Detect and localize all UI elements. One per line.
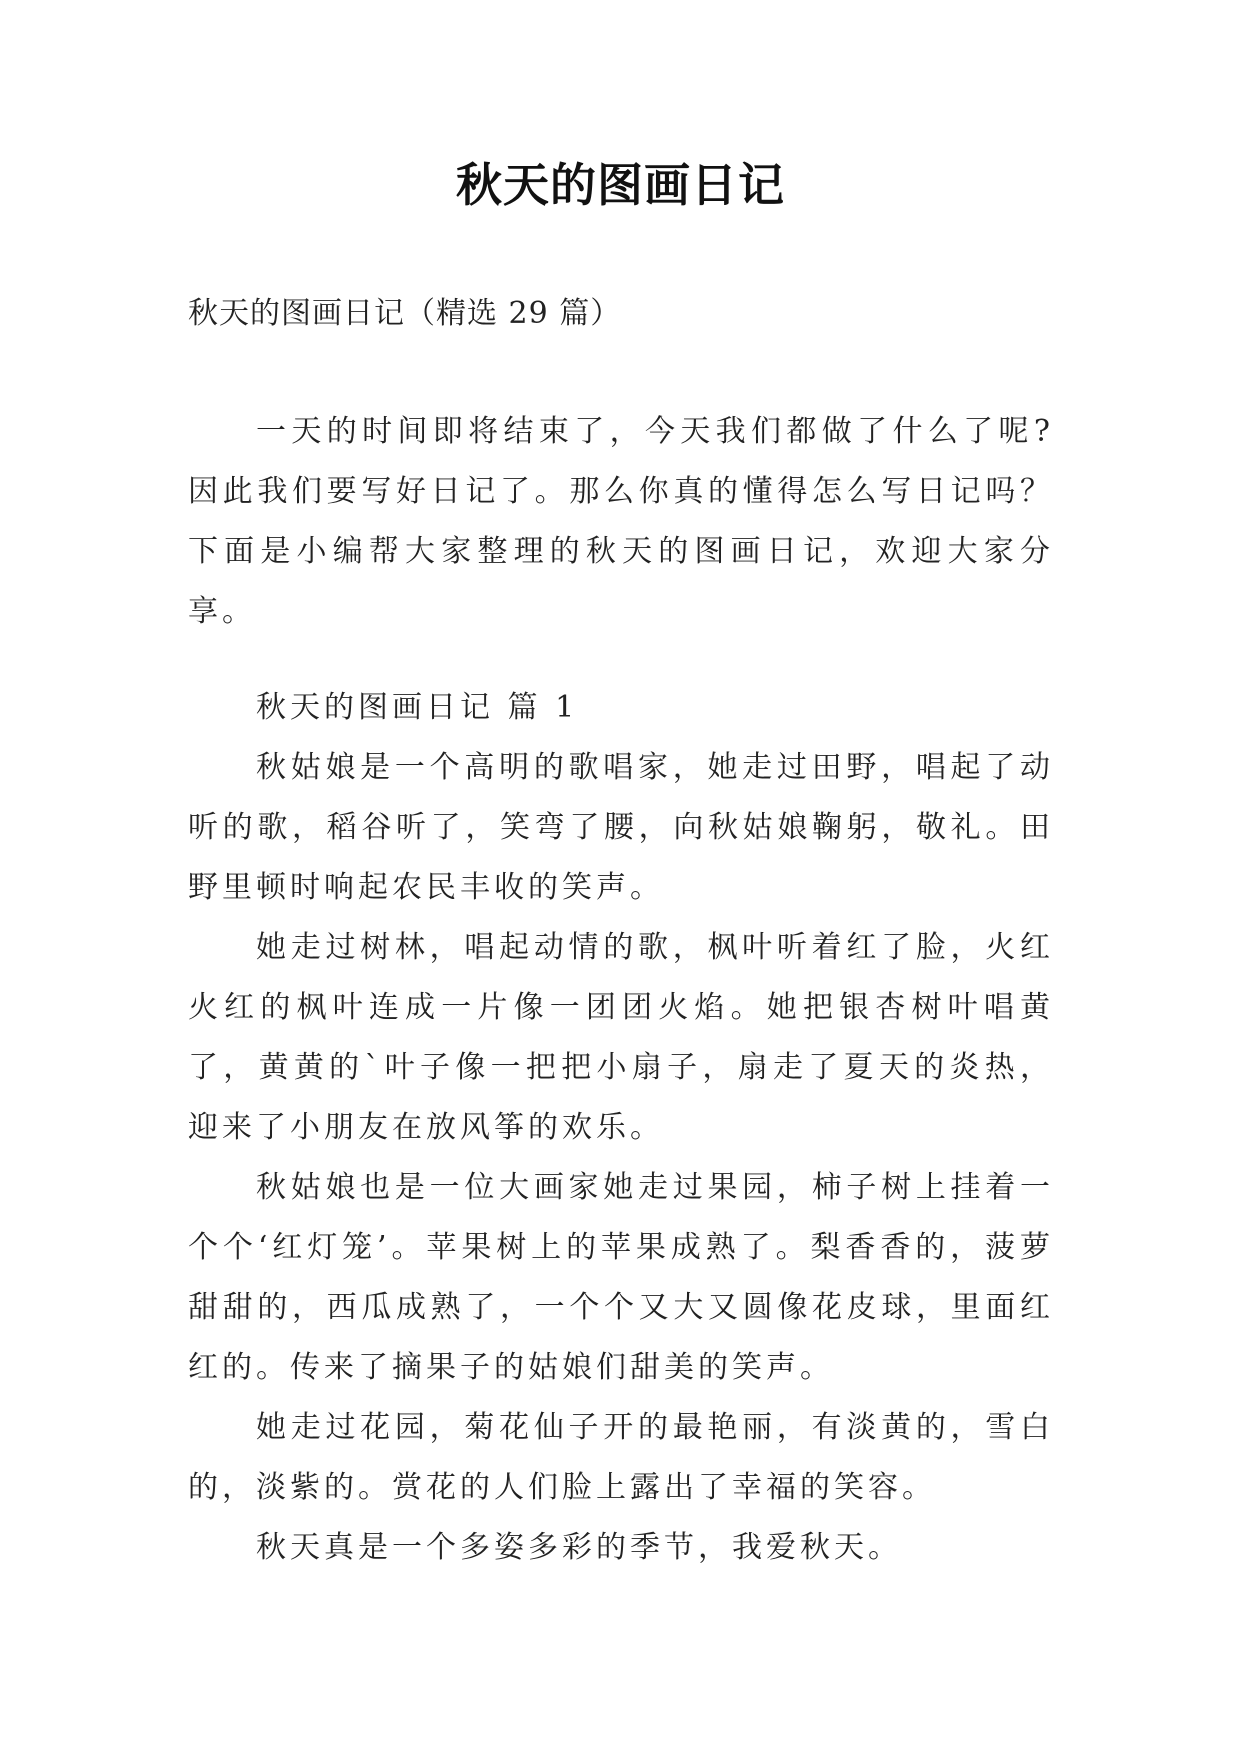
- body-paragraph: 她走过树林，唱起动情的歌，枫叶听着红了脸，火红火红的枫叶连成一片像一团团火焰。她把银杏树叶唱黄了，黄黄的`叶子像一把把小扇子，扇走了夏天的炎热，迎来了小朋友在放风筝的欢乐。: [188, 930, 1054, 1145]
- body-paragraph: 秋天真是一个多姿多彩的季节，我爱秋天。: [256, 1530, 902, 1565]
- document-subtitle: 秋天的图画日记（精选 29 篇）: [188, 296, 622, 331]
- intro-paragraph: 一天的时间即将结束了，今天我们都做了什么了呢?因此我们要写好日记了。那么你真的懂得怎么写日记吗？下面是小编帮大家整理的秋天的图画日记，欢迎大家分享。: [188, 414, 1054, 629]
- document-title: 秋天的图画日记: [456, 158, 785, 212]
- body-paragraph: 秋姑娘是一个高明的歌唱家，她走过田野，唱起了动听的歌，稻谷听了，笑弯了腰，向秋姑娘鞠躬，敬礼。田野里顿时响起农民丰收的笑声。: [188, 750, 1054, 905]
- body-paragraph: 秋姑娘也是一位大画家她走过果园，柿子树上挂着一个个‘红灯笼’。苹果树上的苹果成熟了。梨香香的，菠萝甜甜的，西瓜成熟了，一个个又大又圆像花皮球，里面红红的。传来了摘果子的姑娘们甜美的笑声。: [188, 1170, 1054, 1385]
- body-paragraph: 她走过花园，菊花仙子开的最艳丽，有淡黄的，雪白的，淡紫的。赏花的人们脸上露出了幸福的笑容。: [188, 1410, 1054, 1505]
- section-heading: 秋天的图画日记 篇 1: [256, 690, 579, 725]
- document-body: [188, 402, 1054, 1578]
